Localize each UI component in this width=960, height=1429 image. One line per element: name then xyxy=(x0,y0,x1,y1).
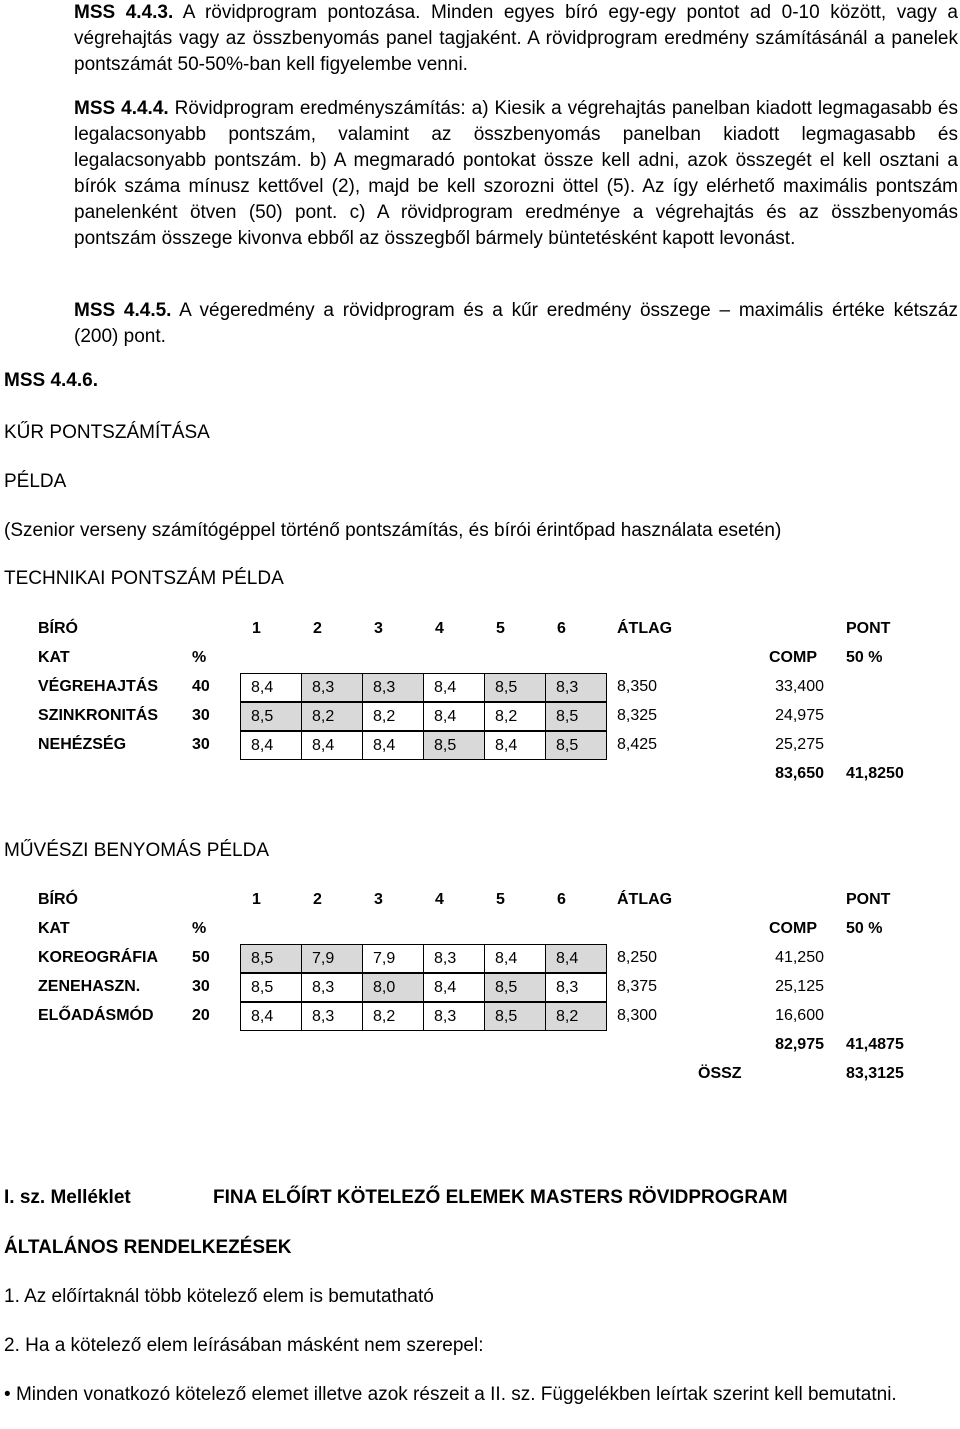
judge-score-cell: 8,5 xyxy=(545,731,607,760)
list-item-1: 1. Az előírtaknál több kötelező elem is bemutatható xyxy=(4,1286,434,1307)
header-judge-3: 3 xyxy=(374,891,383,908)
row-average: 8,300 xyxy=(617,1007,658,1024)
judge-score-cell: 8,2 xyxy=(362,1002,424,1031)
row-category: ZENEHASZN. xyxy=(38,978,141,995)
total-comp: 83,650 xyxy=(775,765,824,782)
judge-score-cell: 8,4 xyxy=(423,973,485,1002)
row-percent: 40 xyxy=(192,678,210,695)
judge-score-cell: 8,5 xyxy=(240,702,302,731)
paragraph-text: A rövidprogram pontozása. Minden egyes bíró egy-egy pontot ad 0-10 között, vagy a végrehajtás vagy az összbenyomás panel tagjaként. A rövidprogram eredmény számításánál a panelek pontszámát 50-50%-ban kell figyelembe venni. xyxy=(74,2,958,75)
art-title: MŰVÉSZI BENYOMÁS PÉLDA xyxy=(4,840,270,861)
section-number: MSS 4.4.3. xyxy=(74,2,174,23)
paragraph-text: Rövidprogram eredményszámítás: a) Kiesik a végrehajtás panelban kiadott legmagasabb és legalacsonyabb pontszám, valamint az összbenyomás panelban kiadott legmagasabb és legalacsonyabb pontszám. b) A megmaradó pontokat össze kell adni, azok összegét el kell osztani a bírók száma mínusz kettővel (2), majd be kell szorozni öttel (5). Az így elérhető maximális pontszám panelenként ötven (50) pont. c) A rövidprogram eredménye a végrehajtás és az összbenyomás pontszám összege kivonva ebből az összegből bármely büntetésként kapott levonást. xyxy=(74,98,958,249)
paragraph-mss-445 xyxy=(74,298,958,350)
list-item-2: 2. Ha a kötelező elem leírásában másként nem szerepel: xyxy=(4,1335,484,1356)
judge-score-cell: 8,4 xyxy=(484,944,546,973)
row-category: ELŐADÁSMÓD xyxy=(38,1007,154,1024)
tech-title: TECHNIKAI PONTSZÁM PÉLDA xyxy=(4,568,284,589)
header-judge-2: 2 xyxy=(313,620,322,637)
intro-text: (Szenior verseny számítógéppel történő pontszámítás, és bírói érintőpad használata esetén) xyxy=(4,520,782,541)
judge-score-cell: 8,2 xyxy=(545,1002,607,1031)
section-number: MSS 4.4.4. xyxy=(74,98,169,119)
judge-score-cell: 8,5 xyxy=(240,944,302,973)
row-category: NEHÉZSÉG xyxy=(38,736,127,753)
section-number: MSS 4.4.5. xyxy=(74,300,172,321)
judge-score-cell: 8,2 xyxy=(301,702,363,731)
header-judge-2: 2 xyxy=(313,891,322,908)
paragraph-mss-443 xyxy=(74,0,958,78)
judge-score-cell: 8,3 xyxy=(423,1002,485,1031)
row-percent: 20 xyxy=(192,1007,210,1024)
judge-score-cell: 8,3 xyxy=(301,673,363,702)
judge-score-cell: 8,5 xyxy=(484,1002,546,1031)
bullet-item xyxy=(4,1382,958,1408)
header-judge-3: 3 xyxy=(374,620,383,637)
bullet-icon: • xyxy=(4,1384,16,1405)
header-comp: COMP xyxy=(769,920,817,937)
header-biro: BÍRÓ xyxy=(38,891,78,908)
judge-score-cell: 8,2 xyxy=(484,702,546,731)
row-comp: 25,125 xyxy=(775,978,824,995)
ossz-value: 83,3125 xyxy=(846,1065,904,1082)
header-judge-4: 4 xyxy=(435,620,444,637)
header-biro: BÍRÓ xyxy=(38,620,78,637)
header-judge-1: 1 xyxy=(252,620,261,637)
row-comp: 33,400 xyxy=(775,678,824,695)
header-judge-6: 6 xyxy=(557,620,566,637)
judge-score-cell: 8,3 xyxy=(423,944,485,973)
row-percent: 30 xyxy=(192,978,210,995)
header-pont: PONT xyxy=(846,620,891,637)
header-judge-1: 1 xyxy=(252,891,261,908)
header-judge-5: 5 xyxy=(496,620,505,637)
judge-score-cell: 8,5 xyxy=(240,973,302,1002)
header-kat: KAT xyxy=(38,920,70,937)
header-percent: % xyxy=(192,920,207,937)
row-average: 8,425 xyxy=(617,736,658,753)
row-percent: 50 xyxy=(192,949,210,966)
judge-score-cell: 8,5 xyxy=(423,731,485,760)
header-judge-5: 5 xyxy=(496,891,505,908)
header-atlag: ÁTLAG xyxy=(617,891,673,908)
header-atlag: ÁTLAG xyxy=(617,620,673,637)
header-judge-6: 6 xyxy=(557,891,566,908)
judge-score-cell: 8,0 xyxy=(362,973,424,1002)
judge-score-cell: 8,4 xyxy=(301,731,363,760)
judge-score-cell: 8,4 xyxy=(423,673,485,702)
row-category: VÉGREHAJTÁS xyxy=(38,678,159,695)
header-half: 50 % xyxy=(846,649,883,666)
header-percent: % xyxy=(192,649,207,666)
judge-score-cell: 7,9 xyxy=(362,944,424,973)
judge-score-cell: 8,4 xyxy=(240,731,302,760)
header-half: 50 % xyxy=(846,920,883,937)
paragraph-text: A végeredmény a rövidprogram és a kűr eredmény összege – maximális értéke kétszáz (200) pont. xyxy=(74,300,958,347)
judge-score-cell: 8,5 xyxy=(484,973,546,1002)
judge-score-cell: 8,4 xyxy=(484,731,546,760)
judge-score-cell: 8,4 xyxy=(240,1002,302,1031)
row-average: 8,325 xyxy=(617,707,658,724)
judge-score-cell: 8,3 xyxy=(301,973,363,1002)
total-pont: 41,8250 xyxy=(846,765,904,782)
row-average: 8,350 xyxy=(617,678,658,695)
row-comp: 25,275 xyxy=(775,736,824,753)
header-comp: COMP xyxy=(769,649,817,666)
judge-score-cell: 8,5 xyxy=(545,702,607,731)
judge-score-cell: 8,4 xyxy=(240,673,302,702)
row-category: KOREOGRÁFIA xyxy=(38,949,158,966)
melleklet-label: I. sz. Melléklet xyxy=(4,1187,131,1208)
judge-score-cell: 8,4 xyxy=(545,944,607,973)
row-percent: 30 xyxy=(192,736,210,753)
judge-score-cell: 8,3 xyxy=(545,973,607,1002)
row-comp: 24,975 xyxy=(775,707,824,724)
judge-score-cell: 8,3 xyxy=(545,673,607,702)
judge-score-cell: 8,3 xyxy=(301,1002,363,1031)
heading-mss-446: MSS 4.4.6. xyxy=(4,370,98,391)
row-comp: 16,600 xyxy=(775,1007,824,1024)
judge-score-cell: 8,2 xyxy=(362,702,424,731)
total-pont: 41,4875 xyxy=(846,1036,904,1053)
bullet-text: Minden vonatkozó kötelező elemet illetve azok részeit a II. sz. Függelékben leírtak szerint kell bemutatni. xyxy=(15,1384,897,1405)
row-category: SZINKRONITÁS xyxy=(38,707,158,724)
judge-score-cell: 8,4 xyxy=(423,702,485,731)
total-comp: 82,975 xyxy=(775,1036,824,1053)
row-average: 8,375 xyxy=(617,978,658,995)
paragraph-mss-444 xyxy=(74,96,958,252)
ossz-label: ÖSSZ xyxy=(698,1065,742,1082)
fina-title: FINA ELŐÍRT KÖTELEZŐ ELEMEK MASTERS RÖVIDPROGRAM xyxy=(213,1187,788,1208)
kur-title: KŰR PONTSZÁMÍTÁSA xyxy=(4,422,210,443)
pelda-label: PÉLDA xyxy=(4,471,67,492)
judge-score-cell: 8,4 xyxy=(362,731,424,760)
judge-score-cell: 7,9 xyxy=(301,944,363,973)
row-percent: 30 xyxy=(192,707,210,724)
header-judge-4: 4 xyxy=(435,891,444,908)
row-average: 8,250 xyxy=(617,949,658,966)
altalanos-heading: ÁLTALÁNOS RENDELKEZÉSEK xyxy=(4,1237,292,1258)
judge-score-cell: 8,5 xyxy=(484,673,546,702)
judge-score-cell: 8,3 xyxy=(362,673,424,702)
header-kat: KAT xyxy=(38,649,70,666)
row-comp: 41,250 xyxy=(775,949,824,966)
header-pont: PONT xyxy=(846,891,891,908)
